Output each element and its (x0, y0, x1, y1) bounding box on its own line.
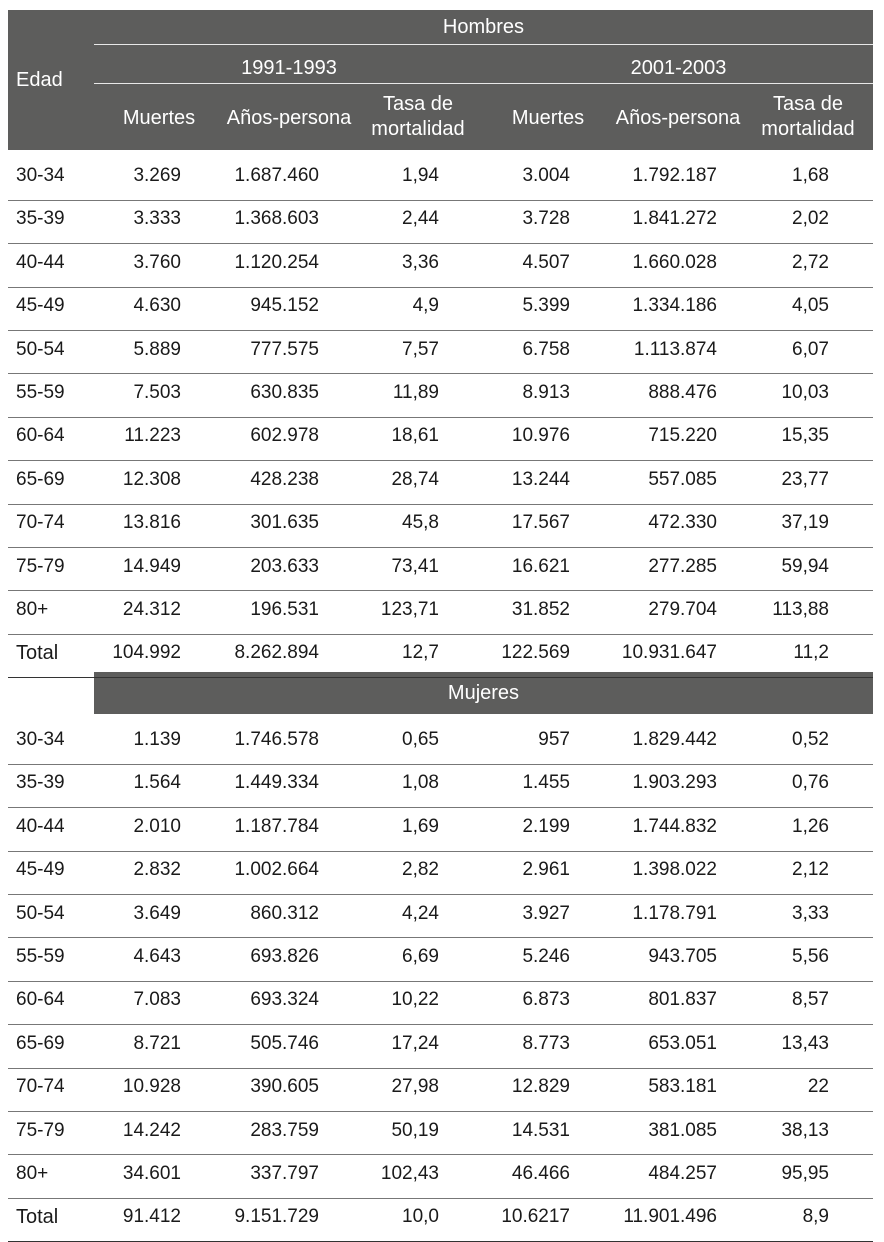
hombres-cell: 3.333 (133, 208, 181, 230)
hombres-cell: 4.507 (522, 251, 570, 273)
hombres-cell: 5.399 (522, 295, 570, 317)
period-1991-1993: 1991-1993 (241, 57, 337, 79)
mujeres-age-label: 75-79 (16, 1119, 65, 1141)
mujeres-cell: 583.181 (648, 1076, 717, 1098)
mujeres-cell: 4,24 (402, 902, 439, 924)
mujeres-age-label: 80+ (16, 1163, 49, 1184)
mujeres-cell: 1.455 (522, 772, 570, 794)
hombres-cell: 45,8 (402, 512, 439, 534)
col-muertes-2: Muertes (511, 107, 585, 129)
hombres-cell: 123,71 (380, 599, 439, 620)
hombres-cell: 301.635 (250, 512, 319, 534)
hombres-age-label: 55-59 (16, 382, 65, 403)
mujeres-cell: 1.746.578 (234, 729, 319, 750)
hombres-cell: 12.308 (122, 468, 181, 490)
hombres-cell: 73,41 (391, 555, 439, 577)
mujeres-row-separator (8, 851, 873, 852)
mujeres-cell: 943.705 (648, 946, 717, 967)
mujeres-cell: 10.6217 (501, 1206, 570, 1228)
hombres-cell: 10.931.647 (621, 642, 717, 664)
col-tasa-1 (358, 92, 478, 142)
hombres-cell: 279.704 (648, 599, 717, 620)
mujeres-cell: 5.246 (522, 946, 570, 967)
hombres-row-separator (8, 547, 873, 548)
mujeres-age-label: 35-39 (16, 772, 65, 794)
mujeres-cell: 390.605 (250, 1076, 319, 1098)
hombres-cell: 10.976 (511, 425, 570, 447)
hombres-cell: 23,77 (781, 468, 829, 490)
hombres-cell: 3.269 (133, 165, 181, 186)
mujeres-cell: 484.257 (648, 1163, 717, 1184)
hombres-row-separator (8, 634, 873, 635)
mujeres-row-separator (8, 1198, 873, 1199)
col-tasa-2-line2: mortalidad (761, 118, 855, 140)
hombres-row-separator (8, 330, 873, 331)
col-anos-persona-1: Años-persona (226, 107, 352, 129)
mujeres-cell: 22 (807, 1076, 829, 1098)
hombres-row-separator (8, 504, 873, 505)
mujeres-cell: 381.085 (648, 1119, 717, 1141)
hombres-cell: 1.660.028 (632, 251, 717, 273)
hombres-age-label: 40-44 (16, 251, 65, 273)
hombres-cell: 777.575 (250, 338, 319, 360)
mujeres-cell: 9.151.729 (234, 1206, 319, 1228)
hombres-cell: 1,68 (792, 165, 829, 186)
mujeres-row-separator (8, 807, 873, 808)
mujeres-age-label: 40-44 (16, 815, 65, 837)
period-2001-2003: 2001-2003 (630, 57, 727, 79)
hombres-cell: 3.004 (522, 165, 570, 186)
mujeres-row-separator (8, 764, 873, 765)
hombres-cell: 1.792.187 (632, 165, 717, 186)
hombres-cell: 11,2 (793, 642, 829, 664)
hombres-cell: 2,02 (792, 208, 829, 230)
mujeres-cell: 10,0 (402, 1206, 439, 1228)
hombres-age-label: 70-74 (16, 512, 65, 534)
hombres-cell: 4,05 (792, 295, 829, 317)
mujeres-cell: 2.199 (522, 815, 570, 837)
mujeres-cell: 653.051 (648, 1032, 717, 1054)
mujeres-cell: 2,12 (792, 859, 829, 881)
hombres-row-separator (8, 373, 873, 374)
hombres-cell: 18,61 (391, 425, 439, 447)
mujeres-cell: 95,95 (781, 1163, 829, 1184)
mujeres-row-separator (8, 937, 873, 938)
mujeres-cell: 957 (538, 729, 570, 750)
hombres-cell: 1,94 (402, 165, 439, 186)
mujeres-cell: 505.746 (250, 1032, 319, 1054)
mujeres-age-label: 50-54 (16, 902, 65, 924)
hombres-cell: 1.120.254 (234, 251, 319, 273)
hombres-row-separator (8, 590, 873, 591)
mujeres-cell: 1.829.442 (632, 729, 717, 750)
hombres-cell: 1.113.874 (633, 338, 717, 360)
mujeres-cell: 8.773 (522, 1032, 570, 1054)
hombres-cell: 14.949 (122, 555, 181, 577)
hombres-cell: 6.758 (522, 338, 570, 360)
hombres-cell: 7.503 (133, 382, 181, 403)
mujeres-cell: 1,08 (402, 772, 439, 794)
hombres-cell: 2,44 (402, 208, 439, 230)
hombres-age-label: 75-79 (16, 555, 65, 577)
mujeres-cell: 1.178.791 (632, 902, 717, 924)
hombres-cell: 3.760 (133, 251, 181, 273)
mujeres-cell: 2.010 (133, 815, 181, 837)
hombres-cell: 428.238 (250, 468, 319, 490)
mujeres-row-separator (8, 981, 873, 982)
hombres-age-label: 45-49 (16, 295, 65, 317)
mujeres-cell: 7.083 (133, 989, 181, 1011)
hombres-cell: 3.728 (522, 208, 570, 230)
hombres-cell: 16.621 (511, 555, 570, 577)
mujeres-cell: 1.002.664 (234, 859, 319, 881)
hombres-row-separator (8, 200, 873, 201)
col-tasa-1-line2: mortalidad (371, 118, 465, 140)
mujeres-cell: 8.721 (133, 1032, 181, 1054)
hombres-cell: 37,19 (781, 512, 829, 534)
mujeres-age-label: 45-49 (16, 859, 65, 881)
hombres-cell: 8.262.894 (234, 642, 319, 664)
hombres-cell: 4,9 (412, 295, 439, 317)
mujeres-cell: 5,56 (792, 946, 829, 967)
mujeres-cell: 46.466 (511, 1163, 570, 1184)
mujeres-cell: 8,57 (792, 989, 829, 1011)
mujeres-cell: 1.449.334 (234, 772, 319, 794)
hombres-cell: 13.244 (511, 468, 570, 490)
mujeres-row-separator (8, 1154, 873, 1155)
hombres-age-label: 60-64 (16, 425, 65, 447)
mujeres-cell: 1.564 (133, 772, 181, 794)
hombres-cell: 4.630 (133, 295, 181, 317)
hombres-cell: 31.852 (511, 599, 570, 620)
hombres-cell: 59,94 (781, 555, 829, 577)
mujeres-cell: 337.797 (250, 1163, 319, 1184)
hombres-cell: 122.569 (501, 642, 570, 664)
mujeres-cell: 1,26 (792, 815, 829, 837)
hombres-cell: 7,57 (402, 338, 439, 360)
mujeres-cell: 1.903.293 (632, 772, 717, 794)
mujeres-cell: 1,69 (402, 815, 439, 837)
mujeres-cell: 2.961 (522, 859, 570, 881)
hombres-row-separator (8, 287, 873, 288)
mujeres-age-label: 55-59 (16, 946, 65, 967)
mujeres-age-label: 65-69 (16, 1032, 65, 1054)
mujeres-cell: 50,19 (391, 1119, 439, 1141)
hombres-row-separator (8, 460, 873, 461)
hombres-cell: 945.152 (250, 295, 319, 317)
hombres-cell: 203.633 (250, 555, 319, 577)
hombres-age-label: Total (16, 642, 59, 665)
mujeres-cell: 14.531 (511, 1119, 570, 1141)
mujeres-cell: 4.643 (133, 946, 181, 967)
mujeres-age-label: Total (16, 1206, 59, 1229)
mujeres-cell: 1.139 (133, 729, 181, 750)
mujeres-row-separator (8, 1068, 873, 1069)
mujeres-cell: 2.832 (133, 859, 181, 881)
mujeres-cell: 1.398.022 (632, 859, 717, 881)
mujeres-cell: 6,69 (402, 946, 439, 967)
mujeres-cell: 12.829 (511, 1076, 570, 1098)
hombres-age-label: 35-39 (16, 208, 65, 230)
hombres-cell: 10,03 (781, 382, 829, 403)
mujeres-cell: 102,43 (380, 1163, 439, 1184)
hombres-title: Hombres (442, 16, 525, 38)
mujeres-age-label: 60-64 (16, 989, 65, 1011)
col-anos-persona-2: Años-persona (615, 107, 741, 129)
col-tasa-1-line1: Tasa de (382, 93, 454, 115)
mujeres-cell: 3.649 (133, 902, 181, 924)
hombres-cell: 15,35 (781, 425, 829, 447)
mujeres-cell: 283.759 (250, 1119, 319, 1141)
hombres-age-label: 50-54 (16, 338, 65, 360)
mujeres-cell: 13,43 (781, 1032, 829, 1054)
mujeres-cell: 91.412 (122, 1206, 181, 1228)
hombres-cell: 11.223 (124, 425, 181, 447)
hombres-row-separator (8, 677, 873, 678)
hombres-cell: 888.476 (648, 382, 717, 403)
header-divider-1 (94, 44, 873, 45)
mujeres-cell: 1.187.784 (234, 815, 319, 837)
mujeres-row-separator (8, 1024, 873, 1025)
edad-header: Edad (16, 69, 63, 91)
hombres-cell: 28,74 (391, 468, 439, 490)
hombres-cell: 3,36 (402, 251, 439, 273)
mujeres-cell: 14.242 (122, 1119, 181, 1141)
hombres-cell: 715.220 (648, 425, 717, 447)
mujeres-cell: 693.826 (250, 946, 319, 967)
mujeres-cell: 1.744.832 (632, 815, 717, 837)
hombres-cell: 472.330 (648, 512, 717, 534)
mujeres-cell: 34.601 (122, 1163, 181, 1184)
hombres-age-label: 65-69 (16, 468, 65, 490)
col-muertes-1: Muertes (122, 107, 196, 129)
mujeres-row-separator (8, 1111, 873, 1112)
hombres-age-label: 30-34 (16, 165, 65, 186)
hombres-cell: 602.978 (250, 425, 319, 447)
mujeres-cell: 3,33 (792, 902, 829, 924)
hombres-cell: 557.085 (648, 468, 717, 490)
mujeres-cell: 0,76 (792, 772, 829, 794)
mujeres-cell: 693.324 (250, 989, 319, 1011)
mujeres-age-label: 70-74 (16, 1076, 65, 1098)
hombres-cell: 12,7 (402, 642, 439, 664)
hombres-cell: 630.835 (250, 382, 319, 403)
hombres-cell: 1.368.603 (234, 208, 319, 230)
hombres-cell: 1.687.460 (234, 165, 319, 186)
mujeres-cell: 11.901.496 (623, 1206, 717, 1228)
mujeres-cell: 6.873 (522, 989, 570, 1011)
hombres-cell: 113,88 (772, 599, 829, 620)
mujeres-row-separator (8, 894, 873, 895)
mujeres-cell: 3.927 (522, 902, 570, 924)
mujeres-cell: 8,9 (802, 1206, 829, 1228)
hombres-cell: 8.913 (522, 382, 570, 403)
mujeres-cell: 17,24 (391, 1032, 439, 1054)
mujeres-title: Mujeres (447, 682, 520, 704)
col-tasa-2-line1: Tasa de (772, 93, 844, 115)
hombres-row-separator (8, 417, 873, 418)
mujeres-cell: 10.928 (122, 1076, 181, 1098)
mujeres-cell: 38,13 (781, 1119, 829, 1141)
col-tasa-2 (748, 92, 868, 142)
hombres-cell: 2,72 (792, 251, 829, 273)
hombres-cell: 1.334.186 (632, 295, 717, 317)
mujeres-cell: 0,52 (792, 729, 829, 750)
mujeres-cell: 10,22 (391, 989, 439, 1011)
mujeres-cell: 0,65 (402, 729, 439, 750)
hombres-cell: 1.841.272 (632, 208, 717, 230)
hombres-cell: 13.816 (122, 512, 181, 534)
hombres-cell: 24.312 (122, 599, 181, 620)
mujeres-cell: 801.837 (648, 989, 717, 1011)
hombres-cell: 104.992 (112, 642, 181, 664)
hombres-cell: 196.531 (250, 599, 319, 620)
mujeres-cell: 860.312 (250, 902, 319, 924)
hombres-cell: 17.567 (511, 512, 570, 534)
header-divider-2 (94, 83, 873, 84)
hombres-age-label: 80+ (16, 599, 49, 620)
hombres-cell: 5.889 (133, 338, 181, 360)
hombres-row-separator (8, 243, 873, 244)
mujeres-cell: 27,98 (391, 1076, 439, 1098)
mujeres-age-label: 30-34 (16, 729, 65, 750)
mujeres-cell: 2,82 (402, 859, 439, 881)
hombres-cell: 6,07 (792, 338, 829, 360)
hombres-cell: 11,89 (392, 382, 439, 403)
hombres-cell: 277.285 (648, 555, 717, 577)
